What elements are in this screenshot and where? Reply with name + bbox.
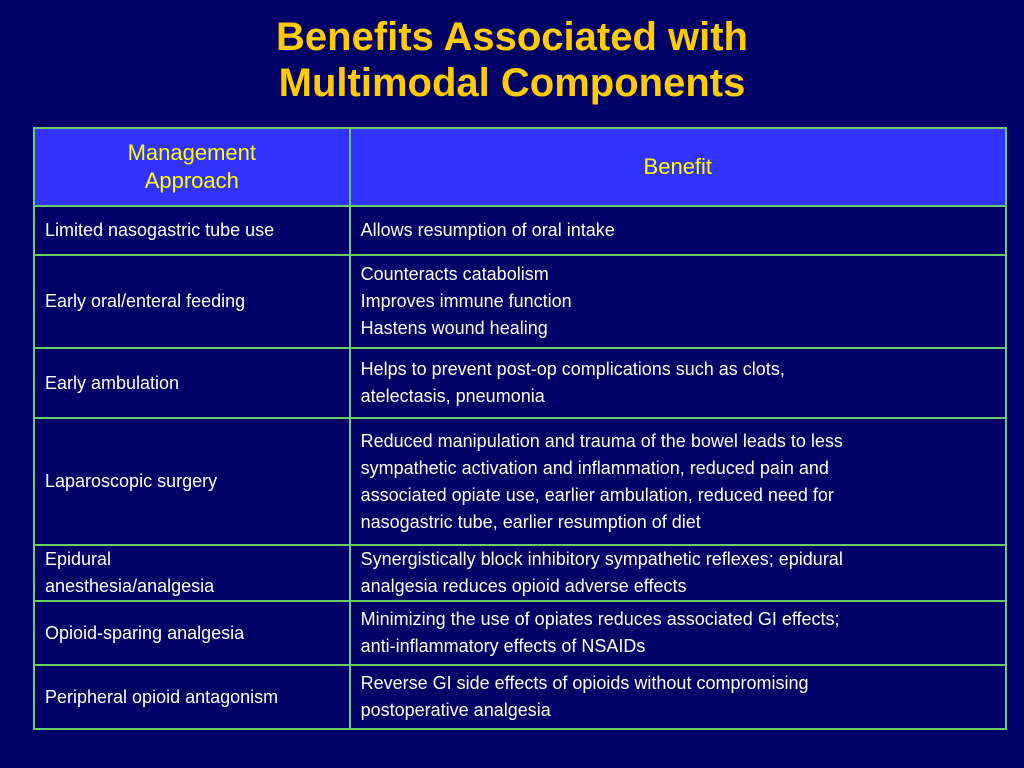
table-body [34,206,1006,729]
approach-text: Early ambulation [45,372,180,393]
header-management-approach [34,128,350,206]
cell-management-approach [34,348,350,418]
table-row [34,665,1006,729]
benefit-text: Minimizing the use of opiates reduces associated GI effects; [360,609,840,629]
header-benefit: Benefit [350,128,1006,206]
table-row [34,418,1006,545]
header-approach-line: Management [127,140,257,165]
approach-text: Early oral/enteral feeding [45,291,246,311]
cell-management-approach [34,545,350,601]
cell-benefit [350,206,1006,255]
table-row [34,601,1006,665]
header-approach-line: Approach [144,168,239,193]
cell-benefit [350,418,1006,545]
benefit-text: anti-inflammatory effects of NSAIDs [360,636,646,656]
benefit-text: Counteracts catabolism [360,264,549,284]
benefit-text: postoperative analgesia [360,700,551,720]
benefit-text: Improves immune function [360,291,572,311]
slide-title [0,14,1024,106]
approach-text: Epidural [45,549,112,569]
approach-text: Laparoscopic surgery [45,471,218,491]
benefit-text: Hastens wound healing [360,318,548,338]
benefit-text: analgesia reduces opioid adverse effects [360,576,687,596]
table-row [34,348,1006,418]
benefit-text: Reduced manipulation and trauma of the bowel leads to less [360,430,843,451]
benefit-text: associated opiate use, earlier ambulation, reduced need for [360,484,834,505]
cell-management-approach [34,255,350,348]
table-row [34,206,1006,255]
benefit-text: sympathetic activation and inflammation, reduced pain and [360,457,829,478]
cell-management-approach [34,665,350,729]
benefit-text: Helps to prevent post-op complications such as clots, [360,359,785,379]
approach-text: anesthesia/analgesia [45,576,215,596]
cell-management-approach [34,418,350,545]
slide-title-line-2: Multimodal Components [278,61,746,105]
cell-management-approach [34,601,350,665]
table-row [34,545,1006,601]
cell-benefit [350,601,1006,665]
table-header-row [34,128,1006,206]
benefit-text: atelectasis, pneumonia [360,386,545,406]
benefit-text: Synergistically block inhibitory sympathetic reflexes; epidural [360,549,843,569]
approach-text: Limited nasogastric tube use [45,220,275,240]
approach-text: Peripheral opioid antagonism [45,686,279,707]
benefit-text: Reverse GI side effects of opioids without compromising [360,673,809,693]
cell-benefit [350,545,1006,601]
benefits-table [33,127,1007,730]
cell-benefit [350,348,1006,418]
slide-title-line-1: Benefits Associated with [276,15,748,59]
benefit-text: nasogastric tube, earlier resumption of diet [360,511,701,532]
table-row [34,255,1006,348]
cell-management-approach [34,206,350,255]
benefit-text: Allows resumption of oral intake [360,220,615,240]
approach-text: Opioid-sparing analgesia [45,622,245,643]
cell-benefit [350,665,1006,729]
cell-benefit [350,255,1006,348]
